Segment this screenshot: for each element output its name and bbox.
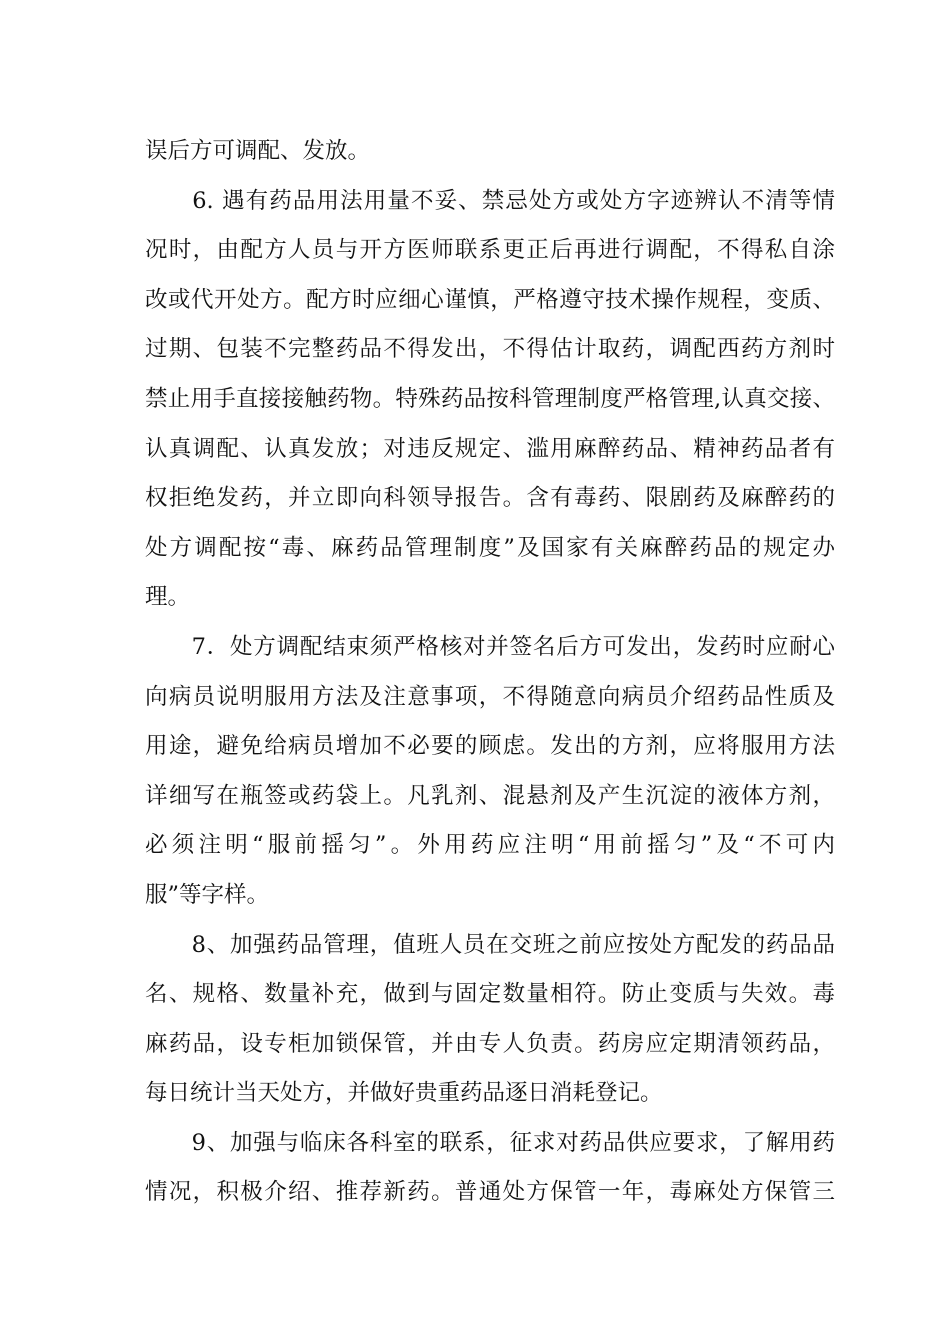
text-line: 误后方可调配、发放。 <box>145 138 371 164</box>
text-line: 改或代开处方。配方时应细心谨慎，严格遵守技术操作规程，变质、 <box>145 286 835 313</box>
text-line: 名、规格、数量补充，做到与固定数量相符。防止变质与失效。毒 <box>145 981 835 1008</box>
text-line: 认真调配、认真发放；对违反规定、滥用麻醉药品、精神药品者有 <box>145 435 835 462</box>
text-line: 过期、包装不完整药品不得发出，不得估计取药，调配西药方剂时 <box>145 336 835 363</box>
paragraph-1 <box>145 127 835 177</box>
text-line: 必须注明“服前摇匀”。外用药应注明“用前摇匀”及“不可内 <box>145 832 835 859</box>
text-line: 情况，积极介绍、推荐新药。普通处方保管一年，毒麻处方保管三 <box>145 1179 835 1206</box>
text-line: 9、加强与临床各科室的联系，征求对药品供应要求，了解用药 <box>145 1129 835 1156</box>
paragraph-4 <box>145 921 835 1119</box>
text-line: 8、加强药品管理，值班人员在交班之前应按处方配发的药品品 <box>145 931 835 958</box>
text-line: 用途，避免给病员增加不必要的顾虑。发出的方剂，应将服用方法 <box>145 733 835 760</box>
text-line: 向病员说明服用方法及注意事项，不得随意向病员介绍药品性质及 <box>145 683 835 710</box>
text-line: 每日统计当天处方，并做好贵重药品逐日消耗登记。 <box>145 1080 663 1107</box>
text-line: 禁止用手直接接触药物。特殊药品按科管理制度严格管理,认真交接、 <box>145 385 835 412</box>
paragraph-2 <box>145 177 835 623</box>
text-line: 服”等字样。 <box>145 881 270 908</box>
paragraph-3 <box>145 623 835 921</box>
text-line: 麻药品，设专柜加锁保管，并由专人负责。药房应定期清领药品， <box>145 1030 835 1057</box>
text-line: 7．处方调配结束须严格核对并签名后方可发出，发药时应耐心 <box>145 633 835 660</box>
text-line: 况时，由配方人员与开方医师联系更正后再进行调配，不得私自涂 <box>145 237 835 264</box>
text-line: 详细写在瓶签或药袋上。凡乳剂、混悬剂及产生沉淀的液体方剂， <box>145 782 835 809</box>
text-line: 权拒绝发药，并立即向科领导报告。含有毒药、限剧药及麻醉药的 <box>145 485 835 512</box>
text-line: 理。 <box>145 584 191 611</box>
paragraph-5 <box>145 1119 835 1218</box>
document-body <box>145 127 835 1218</box>
text-line: 处方调配按“毒、麻药品管理制度”及国家有关麻醉药品的规定办 <box>145 534 835 561</box>
text-line: 6. 遇有药品用法用量不妥、禁忌处方或处方字迹辨认不清等情 <box>145 187 835 214</box>
